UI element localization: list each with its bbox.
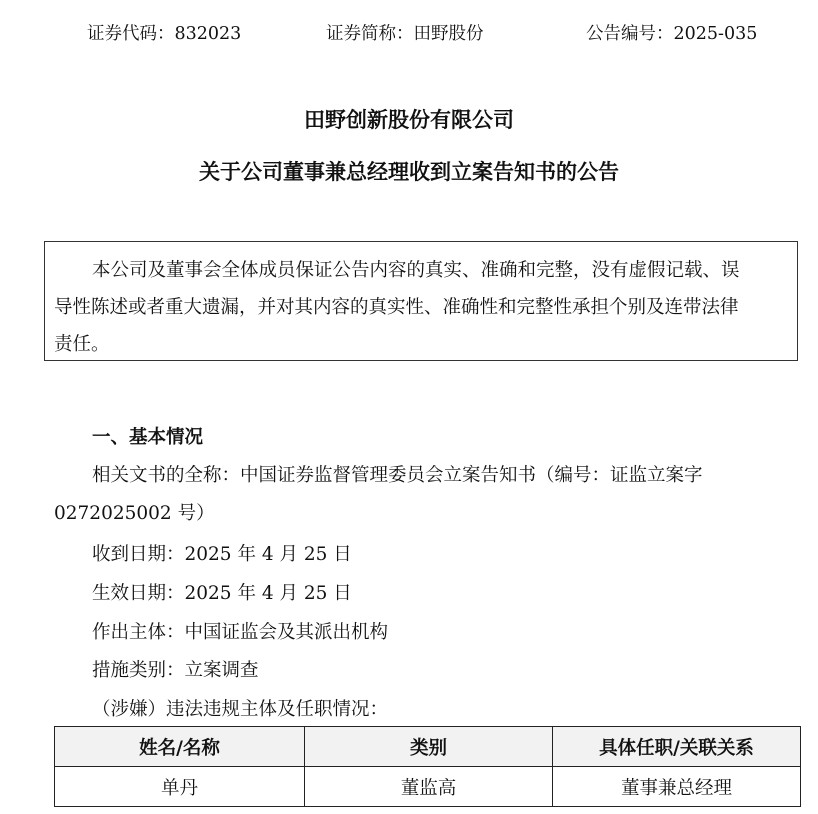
statement-line: 导性陈述或者重大遗漏，并对其内容的真实性、准确性和完整性承担个别及连带法律: [54, 297, 739, 318]
stock-short-name: 证券简称：田野股份: [326, 24, 484, 44]
statement-line: 责任。: [54, 334, 110, 355]
statement-line: 本公司及董事会全体成员保证公告内容的真实、准确和完整，没有虚假记载、误: [92, 260, 740, 281]
column-header-category: 类别: [305, 727, 553, 767]
document-number-line: 0272025002 号）: [54, 503, 215, 524]
announcement-title: 关于公司董事兼总经理收到立案告知书的公告: [199, 159, 619, 184]
section-heading: 一、基本情况: [92, 427, 204, 448]
table-header-row: [55, 727, 801, 767]
cell-category: 董监高: [305, 767, 553, 807]
table-row: [55, 767, 801, 807]
board-statement-box: [44, 241, 798, 361]
cell-position: 董事兼总经理: [553, 767, 801, 807]
notice-number: 公告编号：2025-035: [586, 24, 758, 44]
subjects-table: [54, 726, 801, 807]
issuing-body: 作出主体：中国证监会及其派出机构: [92, 622, 389, 643]
column-header-position: 具体任职/关联关系: [553, 727, 801, 767]
company-name: 田野创新股份有限公司: [304, 107, 514, 132]
effective-date: 生效日期：2025 年 4 月 25 日: [92, 583, 352, 604]
measure-type: 措施类别：立案调查: [92, 660, 259, 681]
cell-name: 单丹: [55, 767, 305, 807]
document-name-line: 相关文书的全称：中国证券监督管理委员会立案告知书（编号：证监立案字: [92, 465, 703, 486]
stock-code: 证券代码：832023: [87, 24, 242, 44]
subjects-intro: （涉嫌）违法违规主体及任职情况：: [92, 699, 389, 720]
column-header-name: 姓名/名称: [55, 727, 305, 767]
received-date: 收到日期：2025 年 4 月 25 日: [92, 544, 352, 565]
